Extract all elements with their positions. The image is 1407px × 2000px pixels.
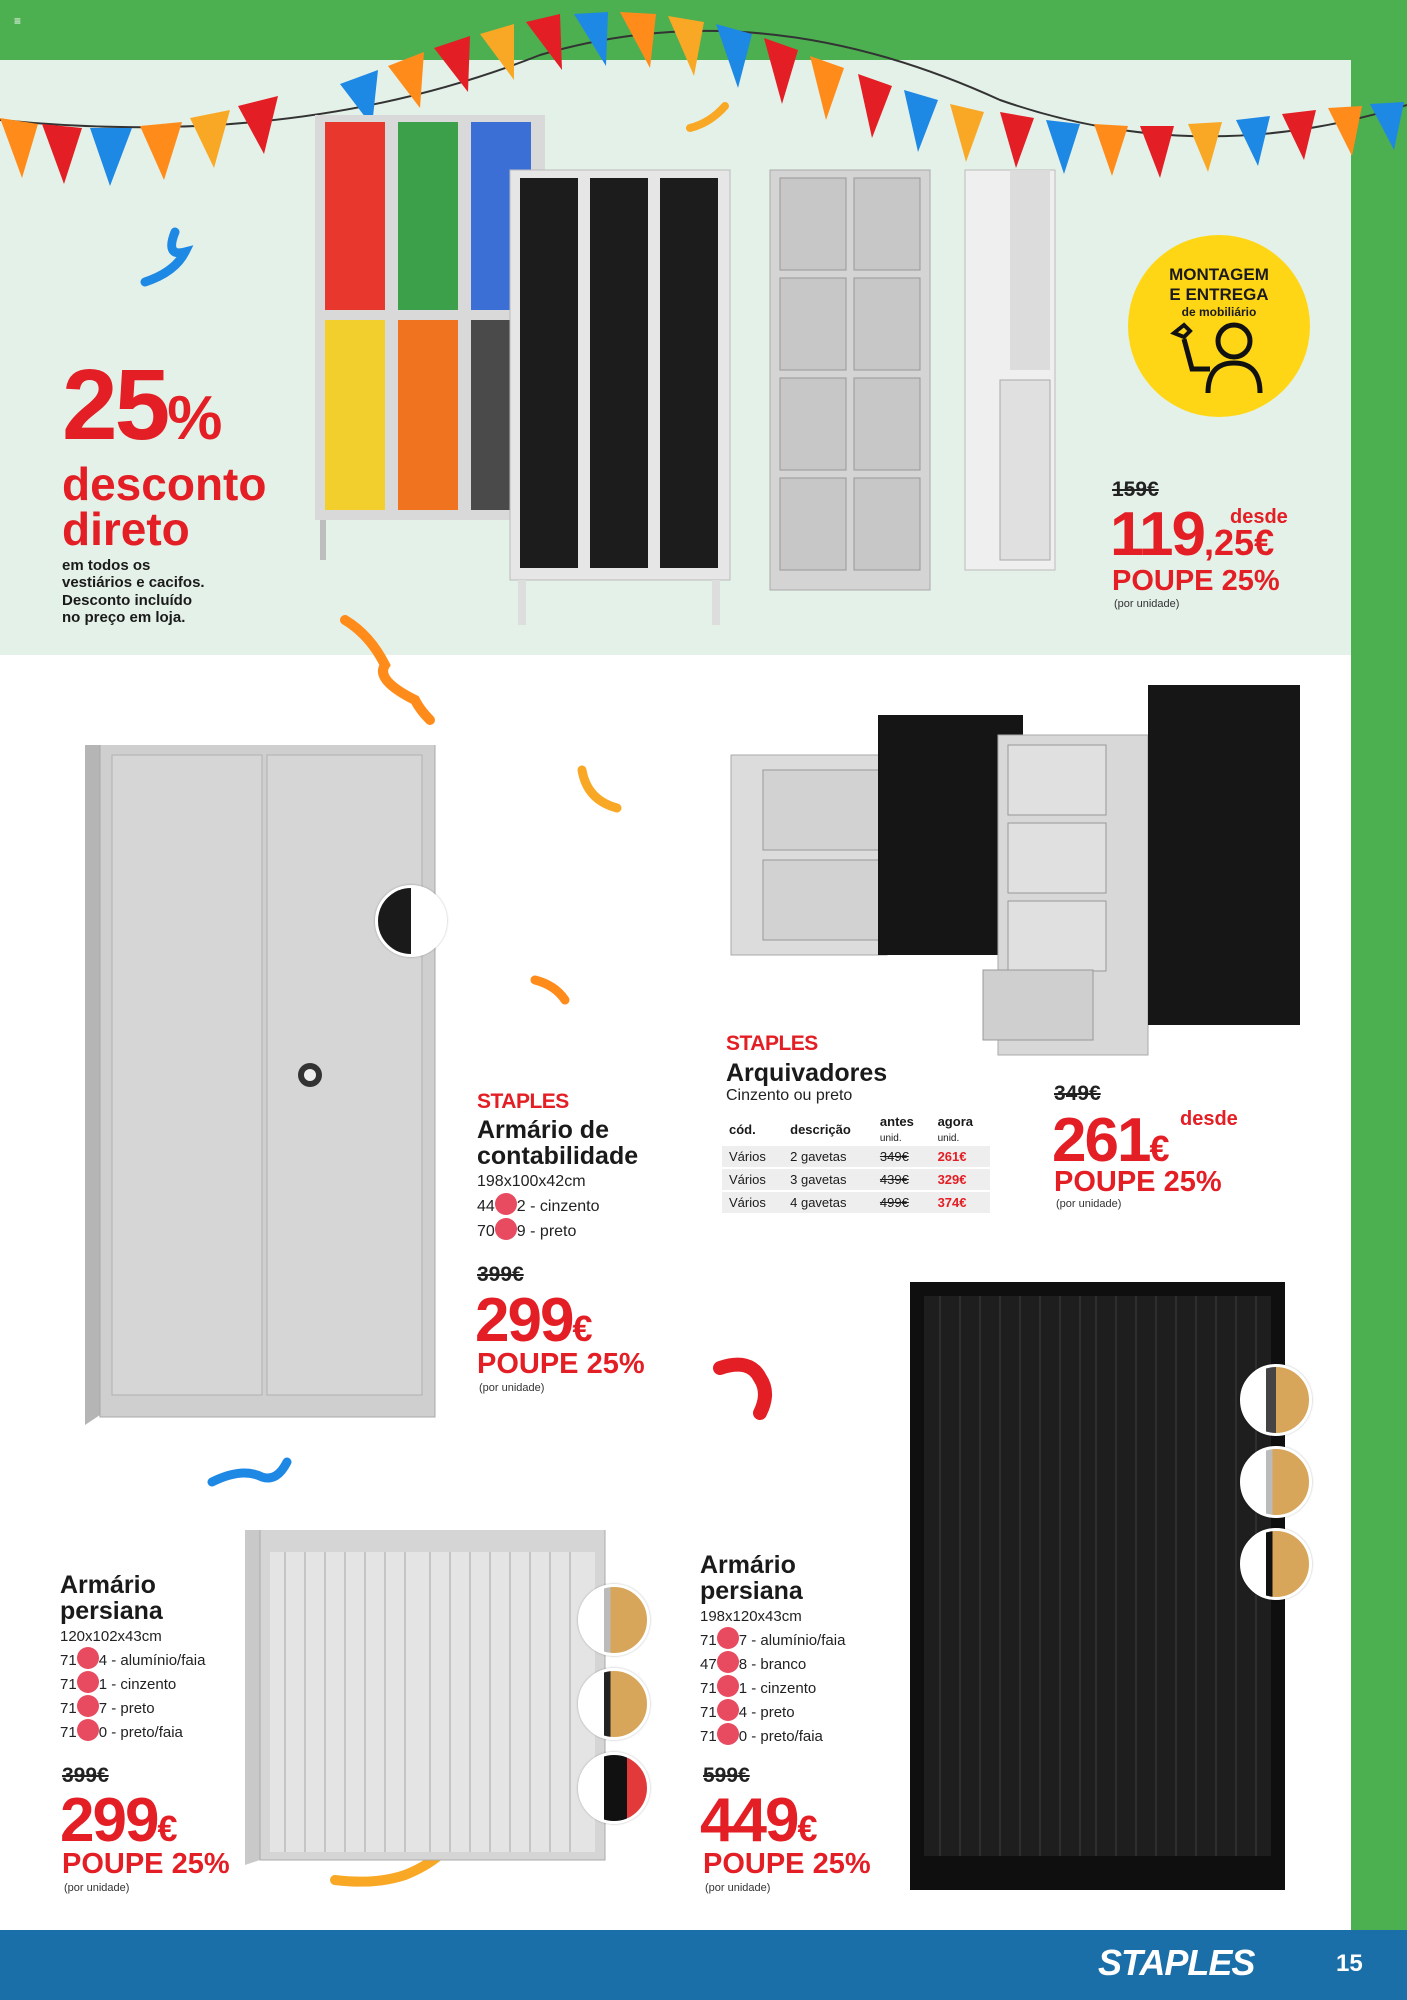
black-locker (510, 170, 730, 625)
code-redaction (77, 1695, 99, 1717)
arquivadores-desde-label: desde (1180, 1108, 1238, 1130)
hero-unit-note: (por unidade) (1114, 598, 1180, 610)
code-redaction (717, 1723, 739, 1745)
hero-price: 119,25€ (1110, 500, 1275, 569)
persiana-large-title: Armário persiana (700, 1551, 803, 1606)
col-header-before: antes unid. (879, 1114, 914, 1144)
page-number: 15 (1336, 1950, 1363, 1977)
contabilidade-old-price: 399€ (477, 1263, 524, 1286)
color-swatch-black-beech-small[interactable] (578, 1668, 650, 1740)
code-redaction (77, 1719, 99, 1741)
persiana-small-specs: 120x102x43cm 71 4 - alumínio/faia 71 1 - cinzento 71 7 - preto 71 0 - preto/faia (60, 1628, 206, 1741)
contabilidade-specs: 198x100x42cm 44 2 - cinzento 70 9 - preto (477, 1173, 600, 1240)
col-header-code: cód. (729, 1121, 756, 1137)
persiana-small-price: 299€ (60, 1786, 178, 1855)
hero-savings: POUPE 25% (1112, 565, 1280, 597)
code-redaction (495, 1218, 517, 1240)
color-swatch-black-white[interactable] (375, 885, 447, 957)
color-swatch-grey-beech[interactable] (1240, 1446, 1312, 1518)
color-swatch-black[interactable] (578, 1752, 650, 1824)
arquivadores-title: Arquivadores (726, 1059, 888, 1087)
code-redaction (717, 1675, 739, 1697)
hero-desde-label: desde (1230, 506, 1288, 528)
arquivadores-subtitle: Cinzento ou preto (726, 1087, 853, 1104)
arquivadores-old-price: 349€ (1054, 1082, 1101, 1105)
filing-cabinets-image (728, 680, 1308, 1060)
table-row: Vários 4 gavetas 499€ 374€ (722, 1191, 990, 1214)
contabilidade-title: Armário de contabilidade (477, 1116, 639, 1171)
discount-note: em todos os vestiários e cacifos. Desconto incluído no preço em loja. (62, 557, 205, 626)
arquivadores-price-table (722, 1112, 990, 1215)
contabilidade-price: 299€ (475, 1286, 593, 1355)
hero-old-price: 159€ (1112, 478, 1159, 501)
arquivadores-brand: STAPLES (726, 1032, 818, 1055)
persiana-large-specs: 198x120x43cm 71 7 - alumínio/faia 47 8 - branco 71 1 - cinzento 71 4 - preto 71 0 - preto/faia (700, 1608, 846, 1745)
discount-percentage: 25% (62, 349, 223, 461)
color-swatch-white[interactable] (1240, 1364, 1312, 1436)
table-row: Vários 2 gavetas 349€ 261€ (722, 1146, 990, 1168)
right-frame (1351, 0, 1407, 1930)
col-header-now: agora unid. (937, 1114, 973, 1144)
arquivadores-savings: POUPE 25% (1054, 1166, 1222, 1198)
persiana-small-old-price: 399€ (62, 1764, 109, 1787)
contabilidade-savings: POUPE 25% (477, 1348, 645, 1380)
lockers-image (310, 110, 1100, 630)
code-redaction (717, 1627, 739, 1649)
persiana-large-savings: POUPE 25% (703, 1848, 871, 1880)
grey-locker (770, 170, 930, 590)
color-swatch-aluminium-beech[interactable] (578, 1584, 650, 1656)
contabilidade-unit-note: (por unidade) (479, 1382, 545, 1394)
table-row: Vários 3 gavetas 439€ 329€ (722, 1168, 990, 1191)
small-tambour-cabinet-image (245, 1530, 610, 1870)
code-redaction (495, 1193, 517, 1215)
white-locker (965, 170, 1055, 570)
discount-title: desconto direto (62, 458, 267, 556)
code-redaction (717, 1699, 739, 1721)
persiana-large-old-price: 599€ (703, 1764, 750, 1787)
large-tambour-cabinet-image (910, 1282, 1290, 1892)
persiana-small-title: Armário persiana (60, 1571, 163, 1626)
accounting-cabinet-image (85, 745, 445, 1425)
code-redaction (717, 1651, 739, 1673)
persiana-large-unit-note: (por unidade) (705, 1882, 771, 1894)
arquivadores-unit-note: (por unidade) (1056, 1198, 1122, 1210)
code-redaction (77, 1671, 99, 1693)
assembly-delivery-badge: MONTAGEM E ENTREGA de mobiliário (1128, 235, 1310, 417)
persiana-small-savings: POUPE 25% (62, 1848, 230, 1880)
code-redaction (77, 1647, 99, 1669)
persiana-small-unit-note: (por unidade) (64, 1882, 130, 1894)
persiana-large-price: 449€ (700, 1786, 818, 1855)
wrench-person-icon (1164, 319, 1274, 399)
footer-brand-logo[interactable]: STAPLES (1098, 1942, 1255, 1983)
col-header-desc: descrição (790, 1121, 851, 1137)
menu-icon[interactable]: ≡ (14, 14, 22, 28)
contabilidade-brand: STAPLES (477, 1090, 569, 1113)
arquivadores-price: 261€ (1052, 1106, 1170, 1175)
color-swatch-black-beech[interactable] (1240, 1528, 1312, 1600)
